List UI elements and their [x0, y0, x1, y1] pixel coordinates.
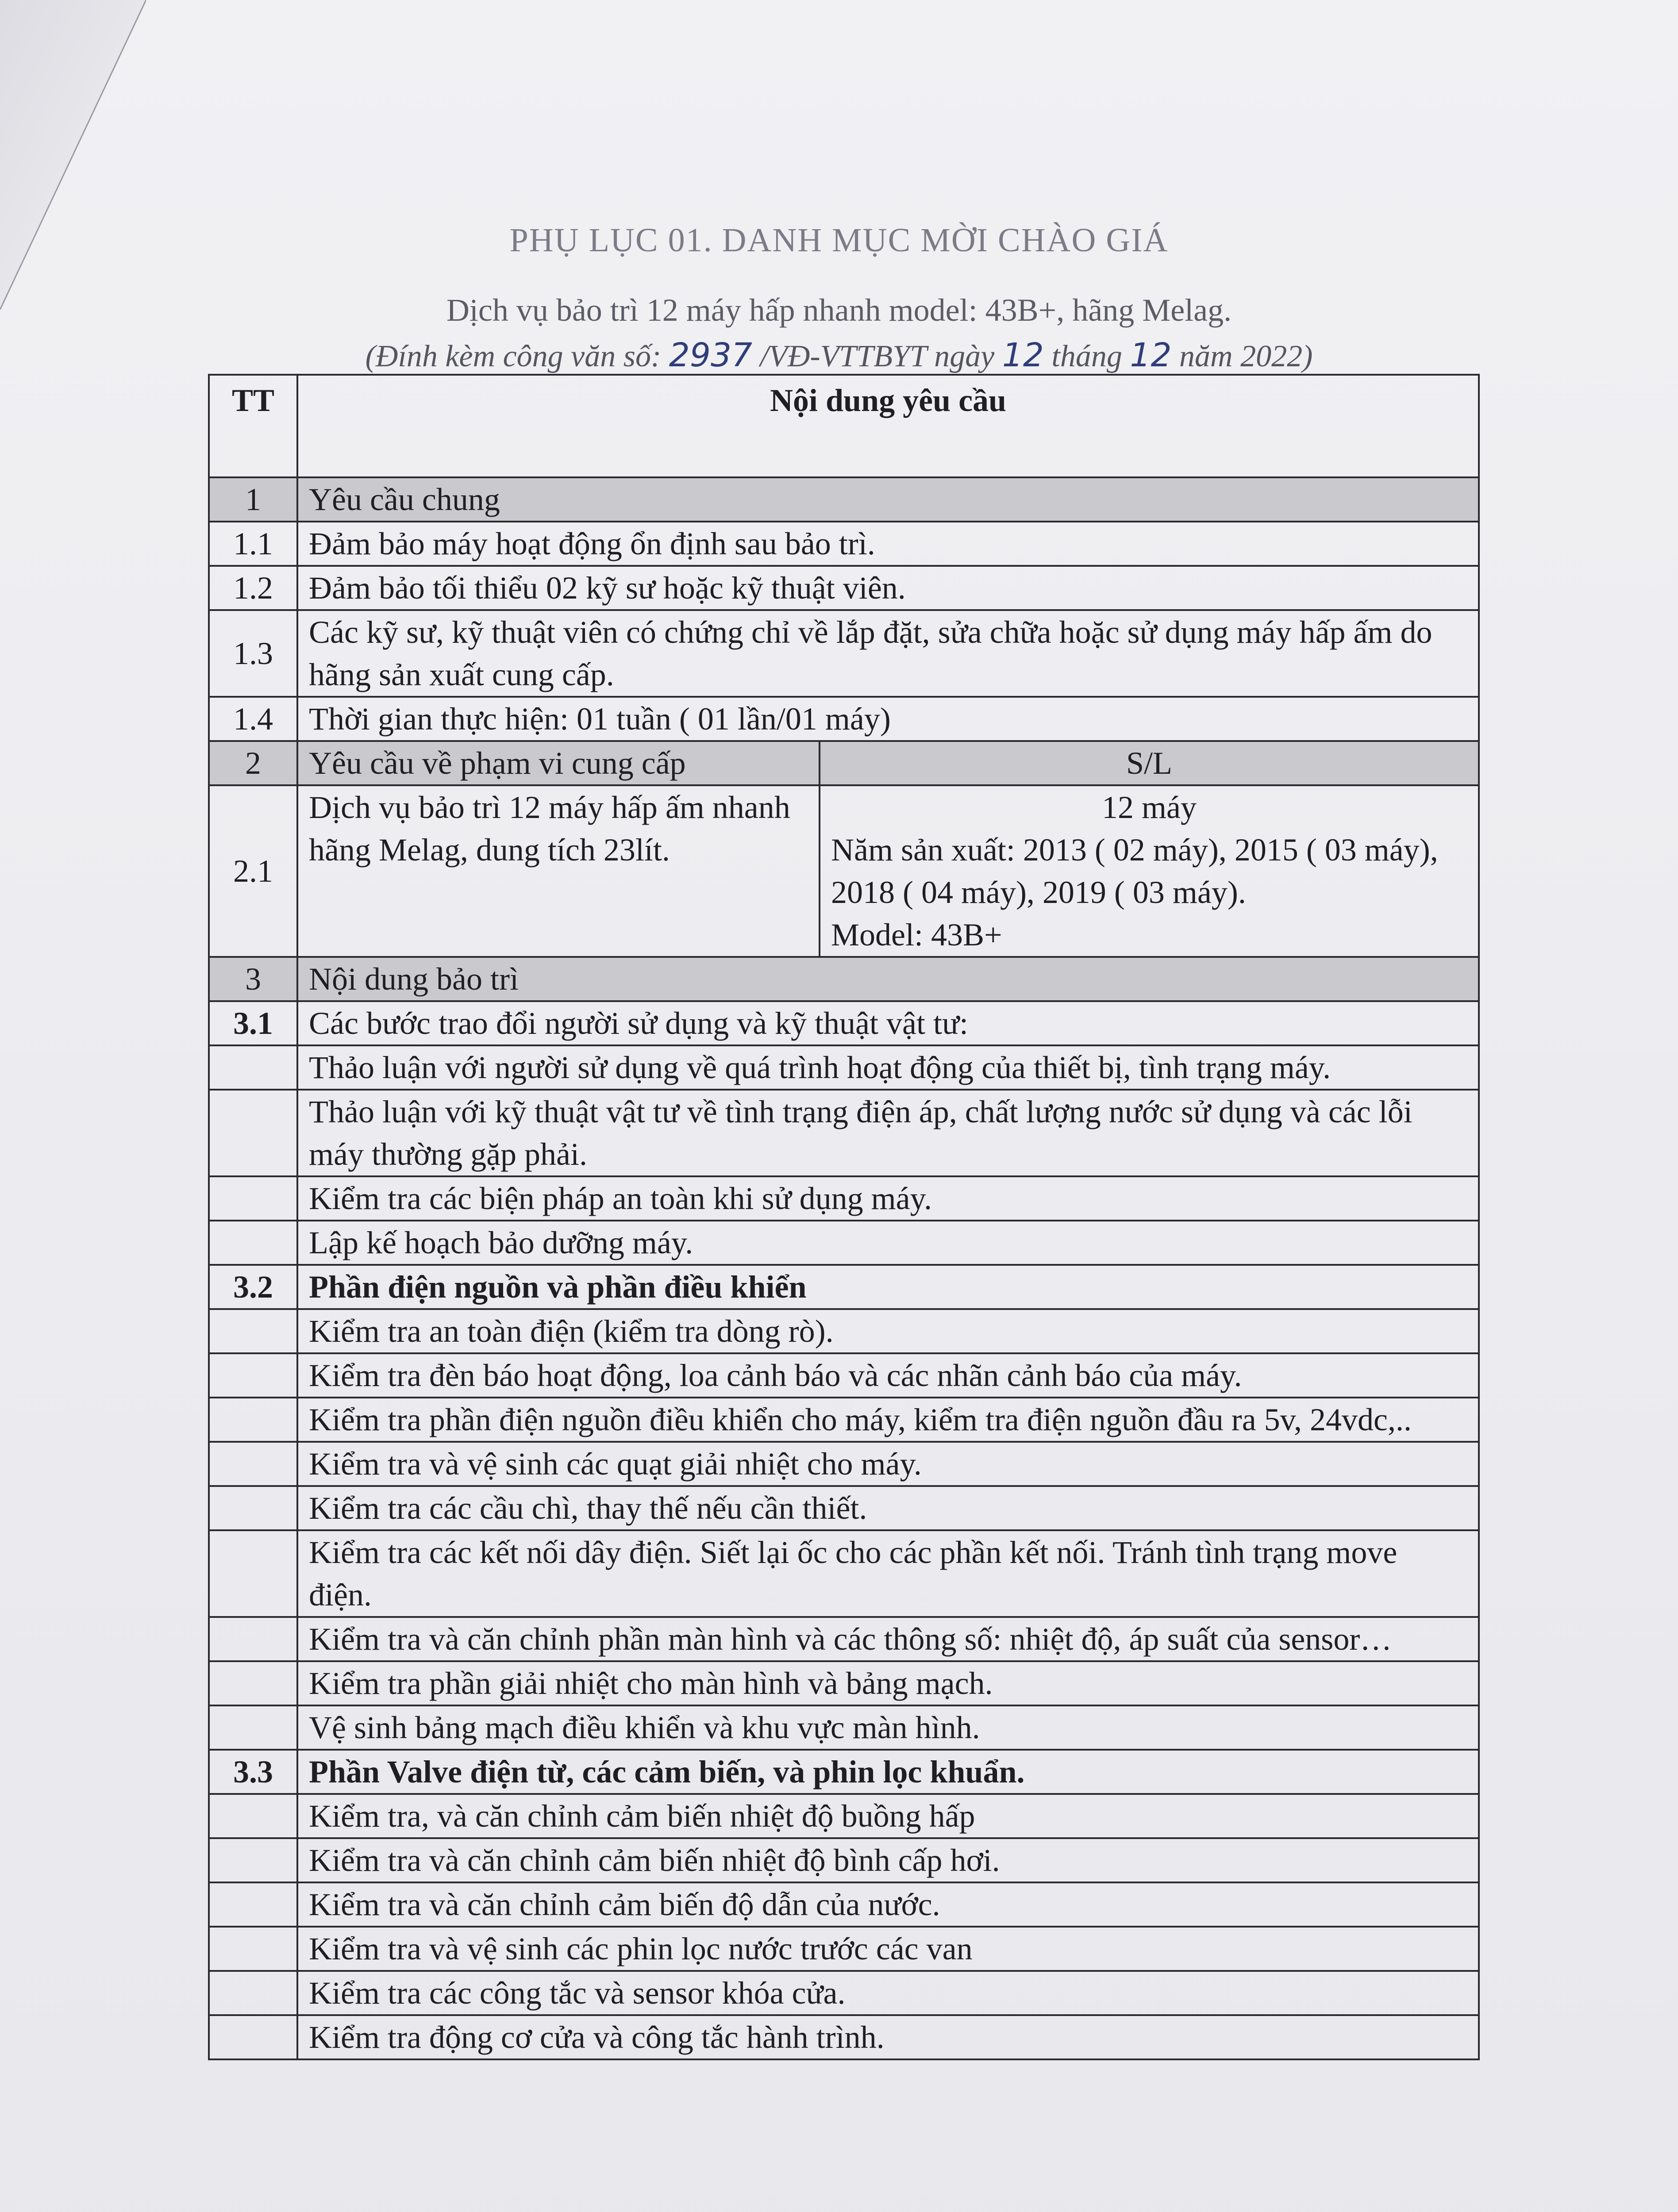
- row-text: Vệ sinh bảng mạch điều khiển và khu vực màn hình.: [297, 1705, 1479, 1750]
- quantity-cell: [820, 785, 1479, 957]
- requirements-table: [208, 374, 1480, 2060]
- section-row: [209, 477, 1479, 522]
- table-row: [209, 1486, 1479, 1530]
- row-text: Kiểm tra các công tắc và sensor khóa cửa.: [297, 1971, 1479, 2015]
- row-text: Kiểm tra động cơ cửa và công tắc hành trình.: [297, 2015, 1479, 2059]
- empty-number-cell: [209, 1838, 297, 1882]
- subsection-title: Các bước trao đổi người sử dụng và kỹ thuật vật tư:: [297, 1001, 1479, 1045]
- attachment-reference: [0, 336, 1678, 374]
- row-text: Đảm bảo máy hoạt động ổn định sau bảo trì.: [297, 522, 1479, 566]
- row-text: Kiểm tra các kết nối dây điện. Siết lại ốc cho các phần kết nối. Tránh tình trạng move điện.: [297, 1530, 1479, 1617]
- row-text: Thảo luận với người sử dụng về quá trình hoạt động của thiết bị, tình trạng máy.: [297, 1045, 1479, 1090]
- section-row: [209, 741, 1479, 785]
- table-row: [209, 1045, 1479, 1090]
- table-row: [209, 2015, 1479, 2059]
- row-text: Kiểm tra và căn chỉnh cảm biến nhiệt độ bình cấp hơi.: [297, 1838, 1479, 1882]
- section-row: [209, 957, 1479, 1001]
- quantity-value: 12 máy: [1102, 790, 1197, 825]
- table-row: [209, 1221, 1479, 1265]
- header-content: Nội dung yêu cầu: [297, 375, 1479, 477]
- row-text: Lập kế hoạch bảo dưỡng máy.: [297, 1221, 1479, 1265]
- table-row: [209, 1353, 1479, 1398]
- empty-number-cell: [209, 1309, 297, 1353]
- row-number: 1.1: [209, 522, 297, 566]
- row-text: Thảo luận với kỹ thuật vật tư về tình trạng điện áp, chất lượng nước sử dụng và các lỗi máy thường gặp phải.: [297, 1090, 1479, 1176]
- empty-number-cell: [209, 1442, 297, 1486]
- table-row: [209, 1661, 1479, 1705]
- production-years: Năm sản xuất: 2013 ( 02 máy), 2015 ( 03 máy), 2018 ( 04 máy), 2019 ( 03 máy).: [831, 832, 1438, 910]
- empty-number-cell: [209, 1971, 297, 2015]
- empty-number-cell: [209, 1221, 297, 1265]
- row-text: Kiểm tra an toàn điện (kiểm tra dòng rò).: [297, 1309, 1479, 1353]
- empty-number-cell: [209, 1927, 297, 1971]
- subsection-row: [209, 1750, 1479, 1794]
- row-text: Kiểm tra đèn báo hoạt động, loa cảnh báo và các nhãn cảnh báo của máy.: [297, 1353, 1479, 1398]
- empty-number-cell: [209, 1661, 297, 1705]
- table-row: [209, 1398, 1479, 1442]
- table-header-row: [209, 375, 1479, 477]
- table-row: [209, 610, 1479, 697]
- table-row: [209, 1838, 1479, 1882]
- table-row: [209, 1090, 1479, 1176]
- table-row: [209, 1882, 1479, 1927]
- row-text: Thời gian thực hiện: 01 tuần ( 01 lần/01 máy): [297, 697, 1479, 741]
- section-title: Nội dung bảo trì: [297, 957, 1479, 1001]
- row-text: Các kỹ sư, kỹ thuật viên có chứng chỉ về lắp đặt, sửa chữa hoặc sử dụng máy hấp ấm do hãng sản xuất cung cấp.: [297, 610, 1479, 697]
- empty-number-cell: [209, 1617, 297, 1661]
- section-number: 1: [209, 477, 297, 522]
- model-value: Model: 43B+: [831, 917, 1002, 952]
- table-row: [209, 1309, 1479, 1353]
- page-fold-line: [0, 0, 146, 310]
- handwritten-month: 12: [1130, 336, 1172, 374]
- attachment-middle-2: tháng: [1043, 339, 1130, 373]
- table-row: [209, 566, 1479, 610]
- row-number: 1.2: [209, 566, 297, 610]
- empty-number-cell: [209, 1794, 297, 1838]
- table-row: [209, 785, 1479, 957]
- row-text: Kiểm tra và căn chỉnh phần màn hình và các thông số: nhiệt độ, áp suất của sensor…: [297, 1617, 1479, 1661]
- section-number: 3: [209, 957, 297, 1001]
- row-number: 1.3: [209, 610, 297, 697]
- table-row: [209, 1530, 1479, 1617]
- subsection-title: Phần điện nguồn và phần điều khiển: [297, 1265, 1479, 1309]
- empty-number-cell: [209, 2015, 297, 2059]
- section-title: Yêu cầu chung: [297, 477, 1479, 522]
- subsection-number: 3.1: [209, 1001, 297, 1045]
- row-number: 2.1: [209, 785, 297, 957]
- row-text: Đảm bảo tối thiểu 02 kỹ sư hoặc kỹ thuật viên.: [297, 566, 1479, 610]
- table-row: [209, 1971, 1479, 2015]
- table-row: [209, 1927, 1479, 1971]
- row-text: Kiểm tra phần giải nhiệt cho màn hình và bảng mạch.: [297, 1661, 1479, 1705]
- handwritten-doc-number: 2937: [669, 336, 753, 374]
- section-title: Yêu cầu về phạm vi cung cấp: [297, 741, 820, 785]
- header-tt: TT: [209, 375, 297, 477]
- attachment-suffix: năm 2022): [1171, 339, 1313, 373]
- table-row: [209, 1176, 1479, 1221]
- table-row: [209, 1794, 1479, 1838]
- section-number: 2: [209, 741, 297, 785]
- empty-number-cell: [209, 1045, 297, 1090]
- table-row: [209, 1442, 1479, 1486]
- attachment-prefix: (Đính kèm công văn số:: [365, 339, 669, 373]
- empty-number-cell: [209, 1486, 297, 1530]
- table-row: [209, 1617, 1479, 1661]
- empty-number-cell: [209, 1398, 297, 1442]
- attachment-middle-1: /VĐ-VTTBYT ngày: [752, 339, 1002, 373]
- empty-number-cell: [209, 1882, 297, 1927]
- empty-number-cell: [209, 1353, 297, 1398]
- table-row: [209, 697, 1479, 741]
- row-text: Kiểm tra và vệ sinh các phin lọc nước trước các van: [297, 1927, 1479, 1971]
- row-text: Kiểm tra và căn chỉnh cảm biến độ dẫn của nước.: [297, 1882, 1479, 1927]
- empty-number-cell: [209, 1705, 297, 1750]
- subsection-row: [209, 1265, 1479, 1309]
- handwritten-day: 12: [1002, 336, 1044, 374]
- subsection-title: Phần Valve điện từ, các cảm biến, và phin lọc khuẩn.: [297, 1750, 1479, 1794]
- subsection-number: 3.3: [209, 1750, 297, 1794]
- row-text: Kiểm tra các cầu chì, thay thế nếu cần thiết.: [297, 1486, 1479, 1530]
- row-text: Kiểm tra, và căn chỉnh cảm biến nhiệt độ buồng hấp: [297, 1794, 1479, 1838]
- empty-number-cell: [209, 1530, 297, 1617]
- empty-number-cell: [209, 1090, 297, 1176]
- document-title: PHỤ LỤC 01. DANH MỤC MỜI CHÀO GIÁ: [509, 222, 1169, 259]
- empty-number-cell: [209, 1176, 297, 1221]
- subsection-row: [209, 1001, 1479, 1045]
- row-text: Kiểm tra phần điện nguồn điều khiển cho máy, kiểm tra điện nguồn đầu ra 5v, 24vdc,..: [297, 1398, 1479, 1442]
- table-row: [209, 1705, 1479, 1750]
- table-row: [209, 522, 1479, 566]
- row-number: 1.4: [209, 697, 297, 741]
- row-text: Kiểm tra các biện pháp an toàn khi sử dụng máy.: [297, 1176, 1479, 1221]
- row-text: Kiểm tra và vệ sinh các quạt giải nhiệt cho máy.: [297, 1442, 1479, 1486]
- quantity-header: S/L: [820, 741, 1479, 785]
- document-subtitle: Dịch vụ bảo trì 12 máy hấp nhanh model: 43B+, hãng Melag.: [446, 292, 1232, 328]
- row-text: Dịch vụ bảo trì 12 máy hấp ấm nhanh hãng Melag, dung tích 23lít.: [297, 785, 820, 957]
- subsection-number: 3.2: [209, 1265, 297, 1309]
